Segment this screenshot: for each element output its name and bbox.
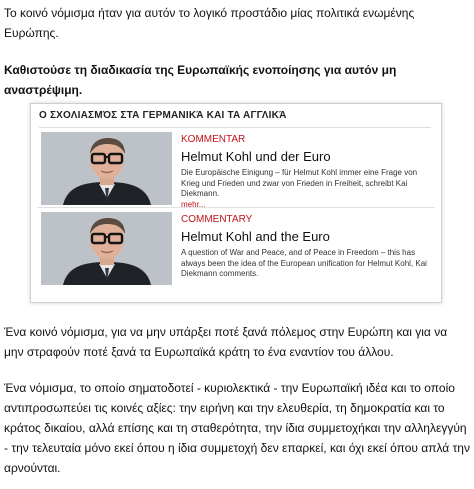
commentary-box-heading: Ο ΣΧΟΛΙΑΣΜΌΣ ΣΤΑ ΓΕΡΜΑΝΙΚΆ ΚΑΙ ΤΑ ΑΓΓΛΙΚΆ [39,105,431,128]
commentary-item-english[interactable] [41,212,433,288]
portrait-image [41,212,172,285]
commentary-box [30,103,442,303]
commentary-item-german[interactable] [41,132,433,208]
more-link[interactable]: mehr... [181,199,206,209]
item-headline-link[interactable]: Helmut Kohl und der Euro [181,149,331,164]
article-paragraph: Ένα νόμισμα, το οποίο σηματοδοτεί - κυριολεκτικά - την Ευρωπαϊκή ιδέα και το οποίο αντιπροσωπεύει τις κοινές αξίες: την ειρήνη και την ελευθερία, τη δημοκρατία και το κράτος δικαίου, αλλά επίσης και τη σταθερότητα, την ίδια συμμετοχήκαι την αλληλεγγύη - την τελευταία μόνο εκεί όπου η ίδια συμμετοχή δεν επαρκεί, και όχι εκεί όπου απλά την αρνούνται. [4,381,470,475]
author-photo[interactable] [41,132,172,205]
item-kicker: COMMENTARY [181,214,253,225]
author-photo[interactable] [41,212,172,285]
item-divider [37,207,435,208]
article-paragraph: Ένα κοινό νόμισμα, για να μην υπάρξει ποτέ ξανά πόλεμος στην Ευρώπη και για να μην στραφούν ποτέ ξανά τα Ευρωπαϊκά κράτη το ένα εναντίον του άλλου. [4,325,448,359]
item-teaser [181,168,433,210]
item-teaser-text: Die Europäische Einigung – für Helmut Kohl immer eine Frage von Krieg und Frieden und zwar von Frieden in Freiheit, schreibt Kai Diekmann. [181,168,418,198]
portrait-image [41,132,172,205]
article-paragraph: Το κοινό νόμισμα ήταν για αυτόν το λογικό προστάδιο μίας πολιτικά ενωμένης Ευρώπης. [4,6,415,40]
item-kicker: KOMMENTAR [181,134,246,145]
article-paragraph-bold: Καθιστούσε τη διαδικασία της Ευρωπαϊκής ενοποίησης για αυτόν μη αναστρέψιμη. [4,63,397,97]
item-teaser: A question of War and Peace, and of Peace in Freedom – this has always been the idea of the European unification for Helmut Kohl, Kai Diekmann comments. [181,248,427,278]
item-headline-link[interactable]: Helmut Kohl and the Euro [181,229,330,244]
